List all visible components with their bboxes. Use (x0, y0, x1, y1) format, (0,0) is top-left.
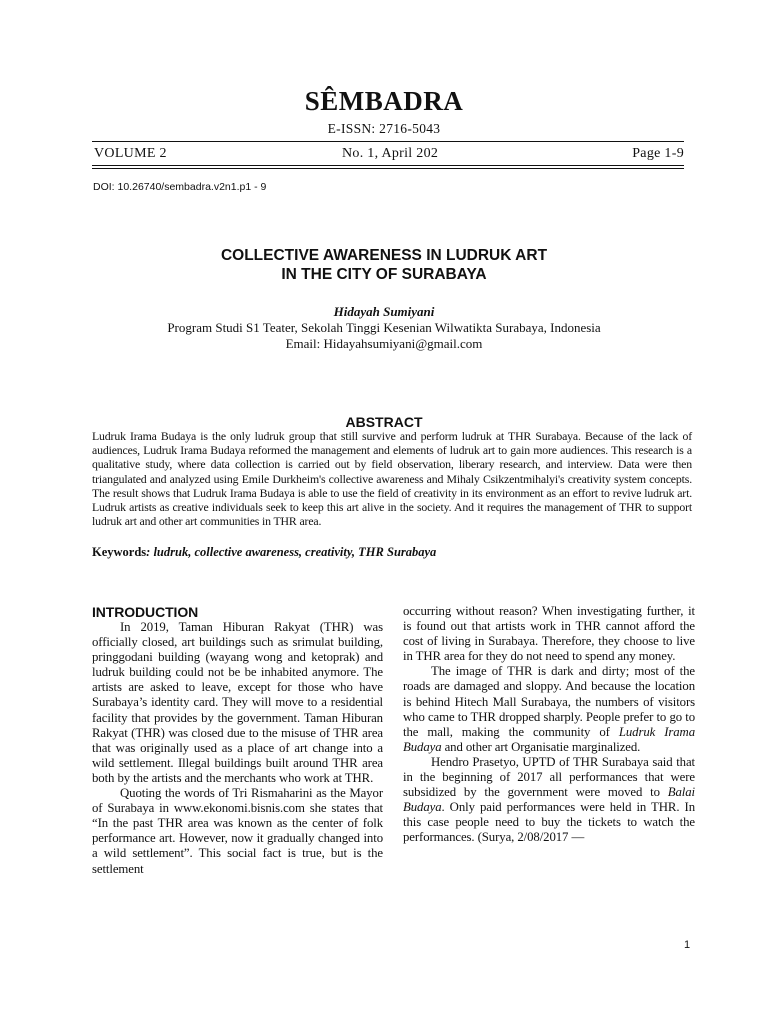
paragraph-text: Hendro Prasetyo, UPTD of THR Surabaya said that in the beginning of 2017 all performances that were subsidized by the government were moved to (403, 754, 695, 800)
journal-title: SÊMBADRA (304, 86, 464, 116)
volume-label: VOLUME 2 (94, 146, 167, 161)
group-name-italic: Ludruk Irama Budaya (403, 724, 695, 754)
author-name: Hidayah Sumiyani (333, 304, 435, 319)
issn: E-ISSN: 2716-5043 (327, 121, 441, 136)
body-column-right (403, 604, 695, 846)
article-title-line-1: COLLECTIVE AWARENESS IN LUDRUK ART (220, 247, 548, 264)
paragraph (403, 755, 695, 846)
paragraph: In 2019, Taman Hiburan Rakyat (THR) was officially closed, art buildings such as srimulat building, pringgodani building (wayang wong and ketoprak) and ludruk building could not be be inhabited anymore. The artists are asked to leave, except for those who have Surabaya’s identity card. They will move to a residential facility that provides by the government. Taman Hiburan Rakyat (THR) was closed due to the misuse of THR area that was originally used as a place of art change into a wild settlement. Illegal buildings built around THR area both by the artists and the merchants who work at THR. (92, 620, 383, 785)
paragraph-text: The image of THR is dark and dirty; most of the roads are damaged and sloppy. And because the location is behind Hitech Mall Surabaya, the numbers of visitors who came to THR dropped sharply. People prefer to go to the mall, making the community of (403, 664, 695, 739)
paragraph: occurring without reason? When investigating further, it is found out that artists work in THR cannot afford the cost of living in Surabaya. Therefore, they choose to live in THR area for they do not need to spend any money. (403, 604, 695, 664)
article-title (0, 246, 768, 284)
paragraph: Quoting the words of Tri Rismaharini as the Mayor of Surabaya in www.ekonomi.bisnis.com she states that “In the past THR area was known as the center of folk performance art. However, now it gradually changed into a wild settlement”. This social fact is true, but is the settlement (92, 786, 383, 876)
place-name-italic: Balai Budaya (403, 785, 695, 815)
author-email: Email: Hidayahsumiyani@gmail.com (285, 336, 483, 351)
abstract-text: Ludruk Irama Budaya is the only ludruk group that still survive and perform ludruk at THR Surabaya. Because of the lack of audiences, Ludruk Irama Budaya reformed the management and elements of ludruk art to gain more audiences. This research is a qualitative study, where data collection is carried out by field observation, liberary research, and interview. Data were then triangulated and analyzed using Emile Durkheim's collective awareness and Mihaly Csikzentmihalyi's creativity system concepts. The result shows that Ludruk Irama Budaya is able to use the field of creativity in its environment as an effort to revive ludruk art. Ludruk artists as creative individuals seek to keep this art alive in the society. And it requires the management of THR to support ludruk art and other art communities in THR area. (92, 429, 692, 529)
body-column-left (92, 604, 383, 877)
page-range: Page 1-9 (632, 146, 684, 161)
article-title-line-2: IN THE CITY OF SURABAYA (281, 266, 487, 283)
paragraph-text: . Only paid performances were held in THR. In this case people need to buy the tickets to watch the performances. (Surya, 2/08/2017 — (403, 800, 695, 845)
header-rule-bottom (92, 165, 684, 166)
paragraph-text: and other art Organisatie marginalized. (441, 739, 641, 754)
keywords-values: : ludruk, collective awareness, creativity, THR Surabaya (146, 545, 437, 559)
page-number: 1 (684, 939, 691, 951)
introduction-heading: INTRODUCTION (92, 604, 199, 620)
issue-number: No. 1, April 202 (342, 146, 439, 161)
abstract-heading: ABSTRACT (345, 414, 423, 430)
keywords-label: Keywords (92, 545, 147, 559)
doi: DOI: 10.26740/sembadra.v2n1.p1 - 9 (93, 181, 267, 193)
header-rule-top (92, 141, 684, 142)
keywords (92, 545, 692, 560)
paragraph (403, 664, 695, 755)
author-affiliation: Program Studi S1 Teater, Sekolah Tinggi Kesenian Wilwatikta Surabaya, Indonesia (167, 320, 601, 335)
header-rule-bottom-double (92, 168, 684, 169)
